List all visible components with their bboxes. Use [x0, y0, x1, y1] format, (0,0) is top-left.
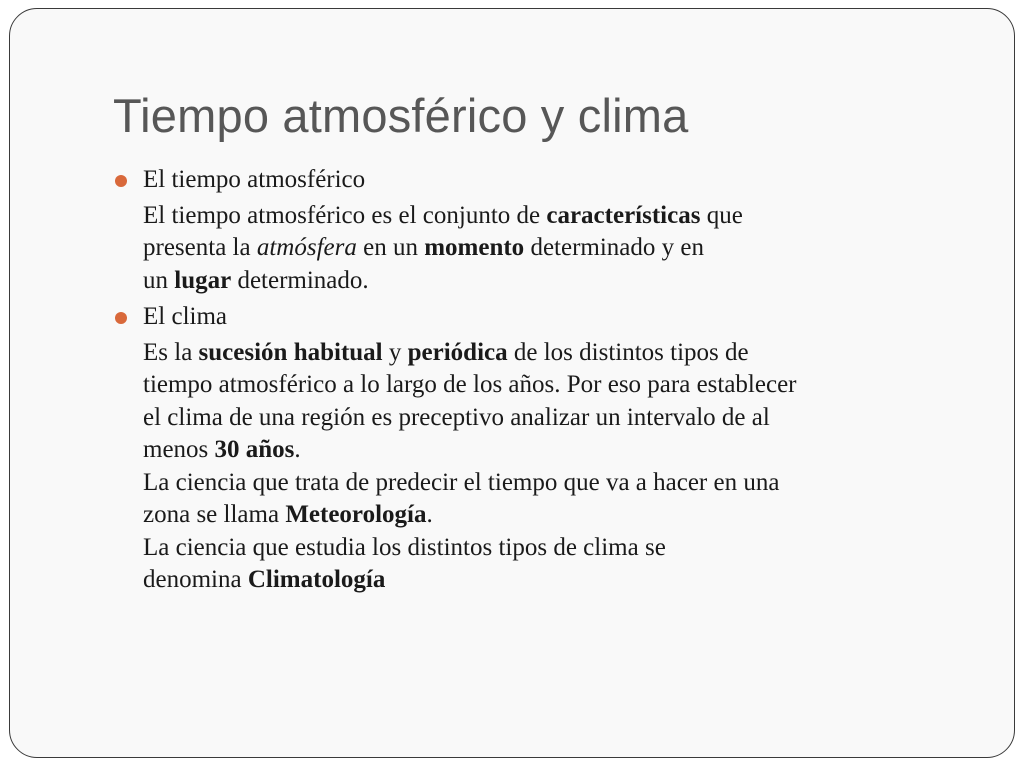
text-run: presenta la — [143, 234, 257, 261]
text-line — [143, 337, 963, 370]
text-line — [143, 402, 963, 435]
text-run: La ciencia que estudia los distintos tipos de clima se — [143, 533, 666, 561]
text-line — [143, 200, 963, 233]
text-run: de los distintos tipos de — [507, 338, 749, 366]
bold-term: sucesión habitual — [198, 338, 383, 366]
paragraph-clima — [113, 337, 963, 597]
bullet-dot-icon — [115, 175, 127, 187]
text-line — [143, 532, 963, 565]
bold-term: 30 años — [214, 436, 295, 463]
text-line — [143, 434, 963, 467]
bold-term: Meteorología — [285, 501, 427, 528]
text-line — [143, 369, 963, 402]
text-run: La ciencia que trata de predecir el tiempo que va a hacer en una — [143, 468, 780, 496]
slide-title: Tiempo atmosférico y clima — [113, 89, 689, 142]
text-run: un — [143, 266, 175, 294]
bullet-label: El tiempo atmosférico — [143, 166, 366, 193]
bullet-dot-icon — [115, 312, 127, 324]
paragraph-tiempo — [113, 200, 963, 298]
bold-term: Climatología — [247, 566, 386, 593]
text-run: denomina — [143, 566, 248, 593]
bold-term: lugar — [174, 266, 232, 294]
slide-body — [113, 164, 963, 601]
text-run: determinado. — [231, 266, 369, 294]
text-line — [143, 232, 963, 265]
italic-term: atmósfera — [256, 234, 357, 261]
text-line — [143, 564, 963, 597]
text-run: y — [382, 338, 408, 366]
bold-term: momento — [424, 234, 525, 261]
text-run: el clima de una región es preceptivo analizar un intervalo de al — [143, 403, 770, 431]
text-run: . — [294, 436, 301, 463]
text-run: determinado y en — [524, 234, 704, 261]
bullet-item — [113, 164, 963, 197]
text-run: Es la — [143, 338, 199, 366]
text-run: . — [426, 501, 433, 528]
text-line — [143, 467, 963, 500]
text-run: menos — [143, 436, 215, 463]
text-run: que — [700, 201, 743, 229]
bullet-item — [113, 301, 963, 334]
text-run: zona se llama — [143, 501, 286, 528]
bullet-label: El clima — [143, 303, 227, 330]
text-run: tiempo atmosférico a lo largo de los años. Por eso para establecer — [143, 371, 797, 398]
text-run: El tiempo atmosférico es el conjunto de — [143, 201, 547, 229]
bold-term: periódica — [407, 338, 508, 366]
bold-term: características — [546, 201, 701, 229]
text-line — [143, 499, 963, 532]
text-run: en un — [356, 234, 425, 261]
text-line — [143, 265, 963, 298]
